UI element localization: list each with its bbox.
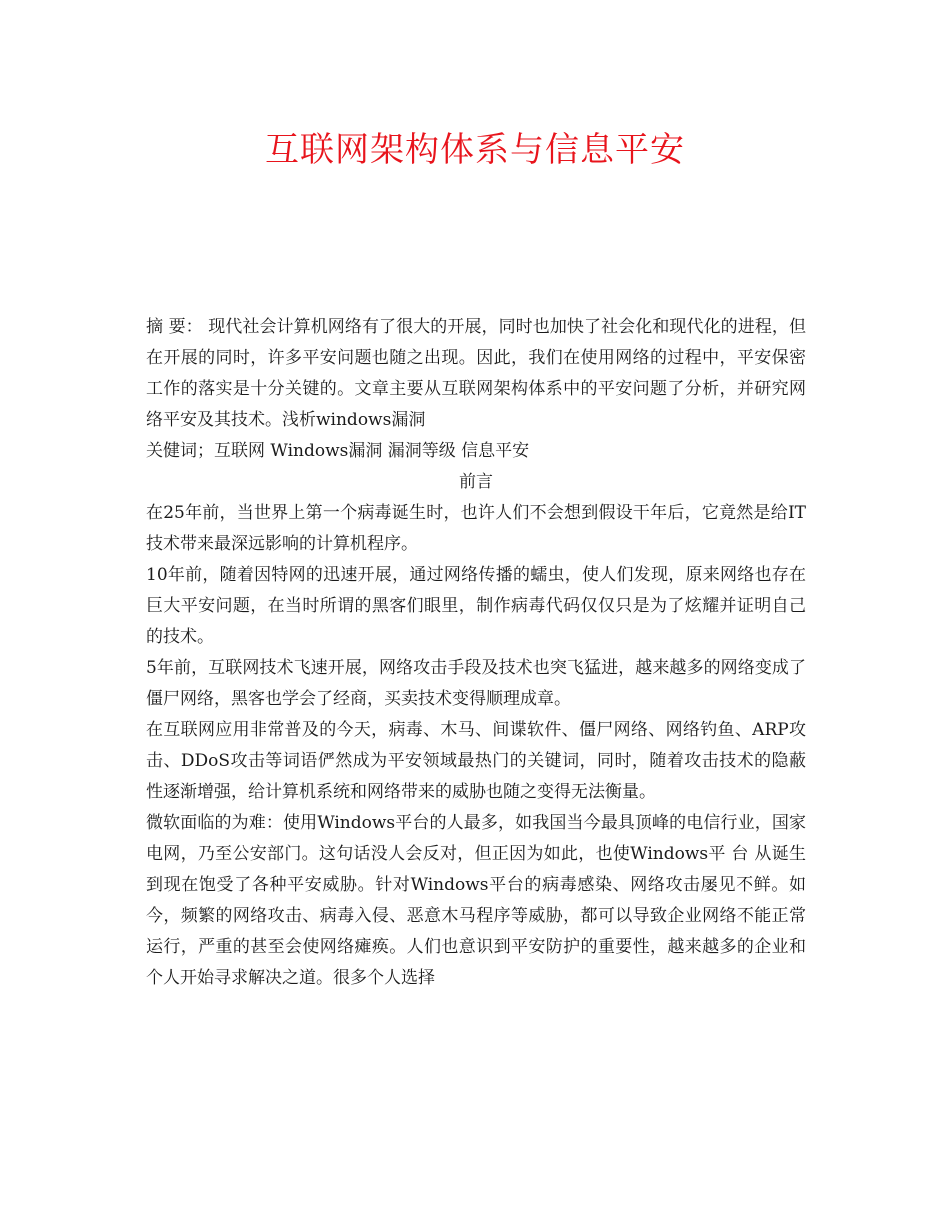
body-paragraph: 在互联网应用非常普及的今天，病毒、木马、间谍软件、僵尸网络、网络钓鱼、ARP攻击、DDoS攻击等词语俨然成为平安领域最热门的关键词，同时，随着攻击技术的隐蔽性逐渐增强，给计算机系统和网络带来的威胁也随之变得无法衡量。: [146, 720, 806, 802]
body-paragraph: 5年前，互联网技术飞速开展，网络攻击手段及技术也突飞猛进，越来越多的网络变成了僵尸网络，黑客也学会了经商，买卖技术变得顺理成章。: [146, 658, 806, 709]
document-body: [146, 312, 806, 994]
keywords-line: 关健词；互联网 Windows漏洞 漏洞等级 信息平安: [146, 441, 530, 461]
body-paragraph: 10年前，随着因特网的迅速开展，通过网络传播的蠕虫，使人们发现，原来网络也存在巨大平安问题，在当时所谓的黑客们眼里，制作病毒代码仅仅只是为了炫耀并证明自己的技术。: [146, 565, 806, 647]
section-heading: 前言: [459, 472, 493, 492]
abstract-paragraph: 摘 要： 现代社会计算机网络有了很大的开展，同时也加快了社会化和现代化的进程，但在开展的同时，许多平安问题也随之出现。因此，我们在使用网络的过程中，平安保密工作的落实是十分关键的。文章主要从互联网架构体系中的平安问题了分析，并研究网络平安及其技术。浅析windows漏洞: [146, 317, 806, 430]
body-paragraph: 在25年前，当世界上第一个病毒诞生时，也许人们不会想到假设干年后，它竟然是给IT技术带来最深远影响的计算机程序。: [146, 503, 806, 554]
body-paragraph: 微软面临的为难：使用Windows平台的人最多，如我国当今最具顶峰的电信行业，国家电网，乃至公安部门。这句话没人会反对，但正因为如此，也使Windows平 台 从诞生到现在饱受了各种平安威胁。针对Windows平台的病毒感染、网络攻击屡见不鲜。如今，频繁的网络攻击、病毒入侵、恶意木马程序等威胁，都可以导致企业网络不能正常运行，严重的甚至会使网络瘫痪。人们也意识到平安防护的重要性，越来越多的企业和个人开始寻求解决之道。很多个人选择: [146, 813, 806, 988]
document-title: 互联网架构体系与信息平安: [265, 130, 685, 170]
